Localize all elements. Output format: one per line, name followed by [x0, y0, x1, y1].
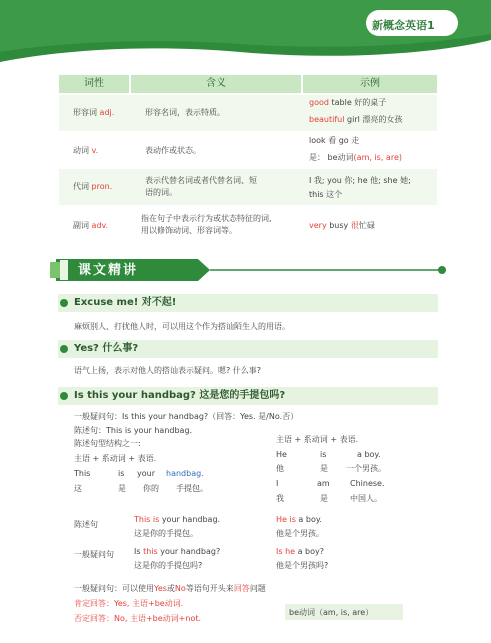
statement-example	[276, 513, 322, 526]
header-banner	[0, 0, 491, 70]
example-highlight: (am, is, are)	[353, 153, 402, 162]
bullet-dot	[60, 392, 68, 400]
pattern-plus: +	[292, 435, 304, 444]
pattern-subject: 主语	[74, 454, 90, 463]
example-text: your handbag.	[159, 515, 221, 524]
question-label: 一般疑问句	[74, 550, 114, 559]
pos-label: 代词	[73, 182, 89, 191]
example-word: is	[320, 450, 327, 459]
meaning: 语的词。	[145, 188, 177, 197]
phrase-header: Yes? 什么事?	[74, 343, 139, 354]
example-word: a boy.	[357, 450, 381, 459]
example	[309, 114, 402, 126]
example	[309, 220, 375, 232]
pos-verb	[73, 145, 98, 157]
rule-highlight: 回答	[233, 584, 250, 593]
example-translation: 是	[118, 484, 126, 493]
table-header-example: 示例	[303, 75, 437, 93]
statement-translation: 他是个男孩。	[276, 529, 324, 538]
pattern-verb: 系动词	[101, 454, 126, 463]
structure-title: 陈述句型结构之一:	[74, 439, 141, 448]
statement-translation: 这是你的手提包。	[134, 529, 198, 538]
meaning: 用以修饰动词、形容词等。	[141, 226, 237, 235]
answer-text: ：Yes, 主语+be动词.	[106, 599, 184, 608]
question-example	[276, 545, 324, 558]
example-text: 是： be动词	[309, 153, 354, 162]
phrase-description: 语气上扬，表示对他人的搭讪表示疑问。嗯? 什么事?	[74, 366, 262, 375]
example: look 看 go 走	[309, 136, 360, 145]
example-highlight: good	[309, 98, 329, 107]
question-example	[134, 545, 220, 558]
example-translation: 他	[276, 464, 284, 473]
section-title: 课文精讲	[78, 263, 139, 278]
meaning: 形容名词，表示特质。	[145, 108, 225, 117]
example-highlight: Is he	[276, 547, 296, 556]
pos-label: 动词	[73, 146, 89, 155]
example-translation: 是	[320, 494, 328, 503]
example	[309, 97, 386, 109]
rule-text: 等语句开头来	[185, 584, 234, 593]
bullet-dot	[60, 345, 68, 353]
pos-adjective	[73, 107, 114, 119]
meaning: 指在句子中表示行为或状态特征的词,	[141, 214, 272, 223]
pos-label: 形容词	[73, 108, 97, 117]
rule-text: 问题	[249, 584, 266, 593]
pattern-plus: +	[125, 454, 138, 463]
example-word: This	[74, 469, 91, 478]
statement-line: 陈述句：This is your handbag.	[74, 426, 193, 435]
pattern-predicative: 表语.	[137, 454, 157, 463]
pos-abbr: adj.	[99, 108, 115, 117]
example-text: Is	[134, 547, 144, 556]
pattern-formula	[74, 452, 156, 465]
example-word: He	[276, 450, 287, 459]
example-translation: 这	[74, 484, 82, 493]
example-translation: 我	[276, 494, 284, 503]
rule-highlight: No	[174, 584, 186, 593]
negative-answer	[74, 612, 201, 625]
pos-label: 副词	[73, 221, 89, 230]
example-text: a boy.	[295, 515, 322, 524]
example-text: 忙碌	[358, 221, 375, 230]
example-highlight: beautiful	[309, 115, 345, 124]
rule-highlight: Yes	[154, 584, 167, 593]
example-text: girl 漂亮的女孩	[344, 115, 403, 124]
example-text: table 好的桌子	[328, 98, 387, 107]
example-translation: 手提包。	[176, 484, 208, 493]
pos-abbr: pron.	[91, 182, 113, 191]
question-translation: 他是个男孩吗?	[276, 561, 329, 570]
pattern-formula	[276, 433, 358, 446]
table-header-pos: 词性	[59, 75, 129, 93]
answer-rule	[74, 582, 266, 595]
pos-pronoun	[73, 181, 112, 193]
meaning: 表动作或状态。	[145, 146, 201, 155]
example-word: your	[137, 469, 155, 478]
example-word: am	[317, 479, 330, 488]
example	[309, 152, 402, 164]
vocab-table	[59, 75, 437, 245]
pattern-plus: +	[90, 454, 102, 463]
pattern-predicative: 表语.	[339, 435, 359, 444]
rule-text: 一般疑问句：可以使用	[74, 584, 154, 593]
example-word: Chinese.	[350, 479, 385, 488]
rule-text: 或	[166, 584, 175, 593]
example-translation: 是	[320, 464, 328, 473]
phrase-description: 麻烦别人、打扰他人时，可以用这个作为搭讪陌生人的用语。	[74, 322, 290, 331]
question-translation: 这是你的手提包吗?	[134, 561, 203, 570]
phrase-header: Excuse me! 对不起!	[74, 297, 177, 308]
example-highlight: 很	[350, 221, 359, 230]
example-text: a boy?	[295, 547, 325, 556]
meaning: 表示代替名词或者代替名词、短	[145, 176, 257, 185]
example: I 我; you 你; he 他; she 她;	[309, 176, 411, 185]
pos-abbr: adv.	[91, 221, 109, 230]
statement-label: 陈述句	[74, 520, 98, 529]
positive-answer	[74, 597, 183, 610]
pattern-subject: 主语	[276, 435, 292, 444]
phrase-header: Is this your handbag? 这是您的手提包吗?	[74, 390, 286, 401]
example-word: I	[276, 479, 279, 488]
answer-label: 肯定回答	[74, 599, 106, 608]
example-text: your handbag?	[157, 547, 221, 556]
book-title: 新概念英语1	[372, 19, 435, 32]
pattern-verb: 系动词	[303, 435, 328, 444]
example-highlight: This is	[134, 515, 160, 524]
example: this 这个	[309, 190, 343, 199]
be-verb-note: be动词（am, is, are）	[289, 608, 374, 617]
example-word: handbag.	[166, 469, 204, 478]
question-line: 一般疑问句：Is this your handbag?（回答：Yes. 是/No.否）	[74, 412, 299, 421]
statement-example	[134, 513, 220, 526]
answer-label: 否定回答	[74, 614, 106, 623]
example-word: is	[118, 469, 125, 478]
example-translation: 你的	[143, 484, 159, 493]
answer-text: ：No, 主语+be动词+not.	[106, 614, 202, 623]
bullet-dot	[60, 299, 68, 307]
table-header-meaning: 含义	[131, 75, 301, 93]
example-translation: 一个男孩。	[346, 464, 386, 473]
pattern-plus: +	[327, 435, 340, 444]
pos-adverb	[73, 220, 108, 232]
example-text: busy	[326, 221, 351, 230]
example-translation: 中国人。	[350, 494, 382, 503]
example-highlight: He is	[276, 515, 296, 524]
pos-abbr: v.	[91, 146, 99, 155]
example-highlight: very	[309, 221, 327, 230]
example-highlight: this	[143, 547, 158, 556]
